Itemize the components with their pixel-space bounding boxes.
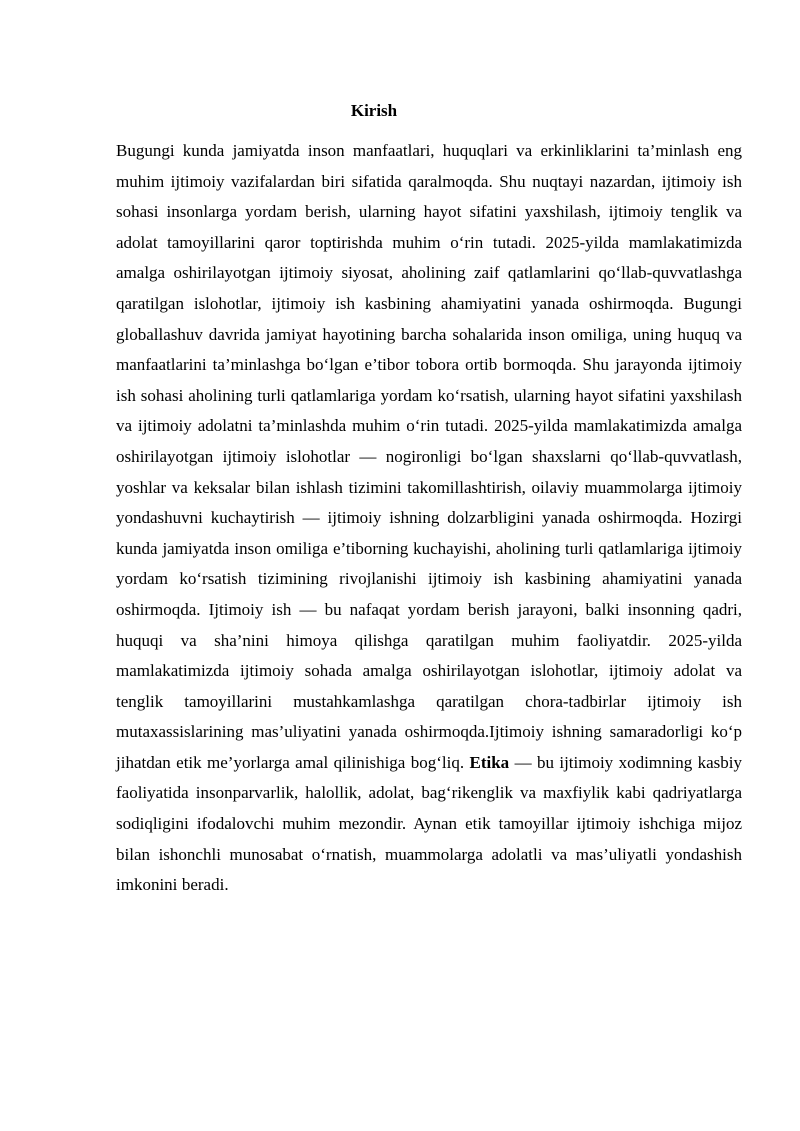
paragraph-text-after-bold: — bu ijtimoiy xodimning kasbiy faoliyatida insonparvarlik, halollik, adolat, bag‘rikenglik va maxfiylik kabi qadriyatlarga sodiqligini ifodalovchi muhim mezondir. Aynan etik tamoyillar ijtimoiy ishchiga mijoz bilan ishonchli munosabat o‘rnatish, muammolarga adolatli va mas’uliyatli yondashish imkonini beradi. (116, 752, 743, 895)
bold-term-etika: Etika (469, 752, 510, 772)
section-heading: Kirish (350, 101, 398, 120)
paragraph-text-before-bold: Bugungi kunda jamiyatda inson manfaatlari, huquqlari va erkinliklarini ta’minlash eng muhim ijtimoiy vazifalardan biri sifatida qaralmoqda. Shu nuqtayi nazardan, ijtimoiy ish sohasi insonlarga yordam berish, ularning hayot sifatini yaxshilash, ijtimoiy tenglik va adolat tamoyillarini qaror toptirishda muhim o‘rin tutadi. 2025-yilda mamlakatimizda amalga oshirilayotgan ijtimoiy siyosat, aholining zaif qatlamlarini qo‘llab-quvvatlashga qaratilgan islohotlar, ijtimoiy ish kasbining ahamiyatini yanada oshirmoqda. Bugungi globallashuv davrida jamiyat hayotining barcha sohalarida inson omiliga, uning huquq va manfaatlarini ta’minlashga bo‘lgan e’tibor tobora ortib bormoqda. Shu jarayonda ijtimoiy ish sohasi aholining turli qatlamlariga yordam ko‘rsatish, ularning hayot sifatini yaxshilash va ijtimoiy adolatni ta’minlashda muhim o‘rin tutadi. 2025-yilda mamlakatimizda amalga oshirilayotgan ijtimoiy islohotlar — nogironligi bo‘lgan shaxslarni qo‘llab-quvvatlash, yoshlar va keksalar bilan ishlash tizimini takomillashtirish, oilaviy muammolarga ijtimoiy yondashuvni kuchaytirish — ijtimoiy ishning dolzarbligini yanada oshirmoqda. Hozirgi kunda jamiyatda inson omiliga e’tiborning kuchayishi, aholining turli qatlamlariga ijtimoiy yordam ko‘rsatish tizimining rivojlanishi ijtimoiy ish kasbining ahamiyatini yanada oshirmoqda. Ijtimoiy ish — bu nafaqat yordam berish jarayoni, balki insonning qadri, huquqi va sha’nini himoya qilishga qaratilgan muhim faoliyatdir. 2025-yilda mamlakatimizda ijtimoiy sohada amalga oshirilayotgan islohotlar, ijtimoiy adolat va tenglik tamoyillarini mustahkamlashga qaratilgan chora-tadbirlar ijtimoiy ish mutaxassislarining mas’uliyatini yanada oshirmoqda.Ijtimoiy ishning samaradorligi ko‘p jihatdan etik me’yorlarga amal qilinishiga bog‘liq. (116, 141, 742, 772)
body-paragraph (116, 136, 742, 901)
